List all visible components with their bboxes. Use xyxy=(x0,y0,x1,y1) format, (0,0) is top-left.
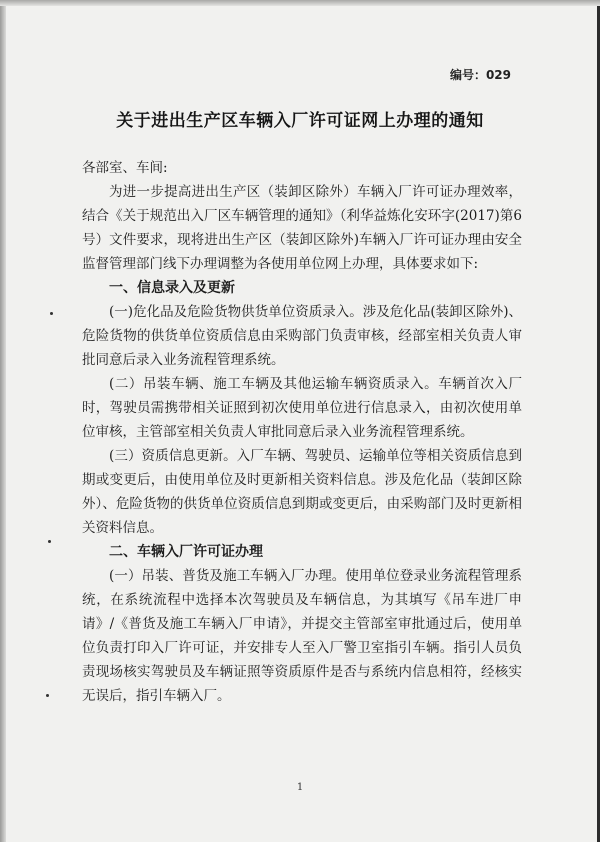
scan-speck xyxy=(48,540,51,543)
section-1-item-3: (三）资质信息更新。入厂车辆、驾驶员、运输单位等相关资质信息到期或变更后，由使用单位及时更新相关资料信息。涉及危化品（装卸区除外）、危险货物的供货单位资质信息到期或变更后，由采购部门及时更新相关资料信息。 xyxy=(82,448,522,536)
document-number: 编号：029 xyxy=(449,68,511,82)
section-2-heading: 二、车辆入厂许可证办理 xyxy=(109,544,263,560)
scan-edge-top xyxy=(0,0,600,6)
section-1-item-2: (二）吊装车辆、施工车辆及其他运输车辆资质录入。车辆首次入厂时，驾驶员需携带相关证照到初次使用单位进行信息录入，由初次使用单位审核，主管部室相关负责人审批同意后录入业务流程管理系统。 xyxy=(82,376,522,440)
section-1-heading: 一、信息录入及更新 xyxy=(109,280,235,296)
section-1-item-1: (一)危化品及危险货物供货单位资质录入。涉及危化品(装卸区除外)、危险货物的供货单位资质信息由采购部门负责审核，经部室相关负责人审批同意后录入业务流程管理系统。 xyxy=(82,304,522,368)
section-2-item-1: (一）吊装、普货及施工车辆入厂办理。使用单位登录业务流程管理系统，在系统流程中选择本次驾驶员及车辆信息，为其填写《吊车进厂申请》/《普货及施工车辆入厂申请》，并提交主管部室审批通过后，使用单位负责打印入厂许可证，并安排专人至入厂警卫室指引车辆。指引人员负责现场核实驾驶员及车辆证照等资质原件是否与系统内信息相符，经核实无误后，指引车辆入厂。 xyxy=(82,568,522,704)
scan-speck xyxy=(50,312,53,315)
intro-paragraph: 为进一步提高进出生产区（装卸区除外）车辆入厂许可证办理效率，结合《关于规范出入厂区车辆管理的通知》（利华益炼化安环字(2017)第6号）文件要求，现将进出生产区（装卸区除外)车辆入厂许可证办理由安全监督管理部门线下办理调整为各使用单位网上办理，具体要求如下: xyxy=(82,184,522,272)
salutation: 各部室、车间: xyxy=(82,160,168,176)
document-title: 关于进出生产区车辆入厂许可证网上办理的通知 xyxy=(116,111,484,131)
scan-speck xyxy=(46,694,49,697)
page-number: 1 xyxy=(296,782,304,793)
document-body xyxy=(82,156,522,708)
